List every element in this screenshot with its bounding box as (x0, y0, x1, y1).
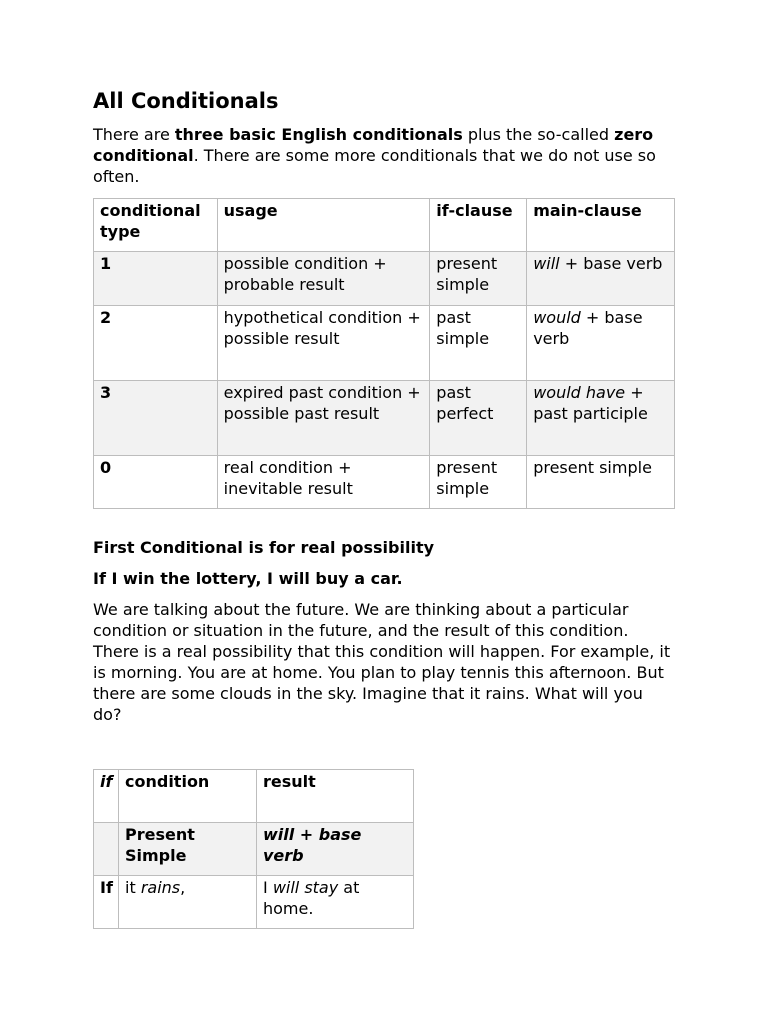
page-title: All Conditionals (93, 89, 279, 113)
intro-text-1: There are (93, 125, 175, 144)
explanation-paragraph: We are talking about the future. We are thinking about a particular condition or situation in the future, and the result of this condition. There is a real possibility that this condition will happen. For example, it is morning. You are at home. You plan to play tennis this afternoon. But there are some clouds in the sky. Imagine that it rains. What will you do? (93, 600, 671, 724)
cell-type: 3 (94, 381, 218, 456)
cell-main-clause: would have + past participle (527, 381, 675, 456)
cell-result: I will stay at home. (257, 876, 414, 929)
cell-condition: Present Simple (119, 823, 257, 876)
header-cell-usage: usage (217, 199, 430, 252)
cell-if-clause: present simple (430, 456, 527, 509)
cell-if: If (94, 876, 119, 929)
cell-type: 2 (94, 306, 218, 381)
header-cell-condition: condition (119, 770, 257, 823)
cell-result: will + base verb (257, 823, 414, 876)
intro-bold-2: zero conditional (93, 125, 654, 165)
cell-main-clause: would + base verb (527, 306, 675, 381)
table-row (94, 306, 675, 381)
section-heading: First Conditional is for real possibility (93, 538, 435, 557)
cell-if-clause: past simple (430, 306, 527, 381)
intro-paragraph (93, 124, 673, 187)
table-row (94, 252, 675, 306)
header-cell-type: conditional type (94, 199, 218, 252)
cell-if-clause: past perfect (430, 381, 527, 456)
cell-type: 1 (94, 252, 218, 306)
table-row (94, 876, 414, 929)
table-header-row (94, 770, 414, 823)
table-header-row (94, 199, 675, 252)
intro-bold-1: three basic English conditionals (174, 125, 463, 144)
conditionals-table (93, 198, 675, 509)
cell-condition: it rains, (119, 876, 257, 929)
cell-main-clause: will + base verb (527, 252, 675, 306)
header-cell-result: result (257, 770, 414, 823)
table-row (94, 823, 414, 876)
example-sentence: If I win the lottery, I will buy a car. (93, 569, 403, 588)
cell-type: 0 (94, 456, 218, 509)
cell-usage: expired past condition + possible past result (217, 381, 430, 456)
cell-usage: possible condition + probable result (217, 252, 430, 306)
cell-usage: hypothetical condition + possible result (217, 306, 430, 381)
first-conditional-table (93, 769, 414, 929)
header-cell-if-clause: if-clause (430, 199, 527, 252)
cell-main-clause: present simple (527, 456, 675, 509)
intro-text-2: plus the so-called (462, 125, 615, 144)
cell-if-clause: present simple (430, 252, 527, 306)
header-cell-main-clause: main-clause (527, 199, 675, 252)
table-row (94, 456, 675, 509)
cell-if (94, 823, 119, 876)
cell-usage: real condition + inevitable result (217, 456, 430, 509)
intro-text-3: . There are some more conditionals that we do not use so often. (93, 146, 656, 186)
table-row (94, 381, 675, 456)
header-cell-if: if (94, 770, 119, 823)
